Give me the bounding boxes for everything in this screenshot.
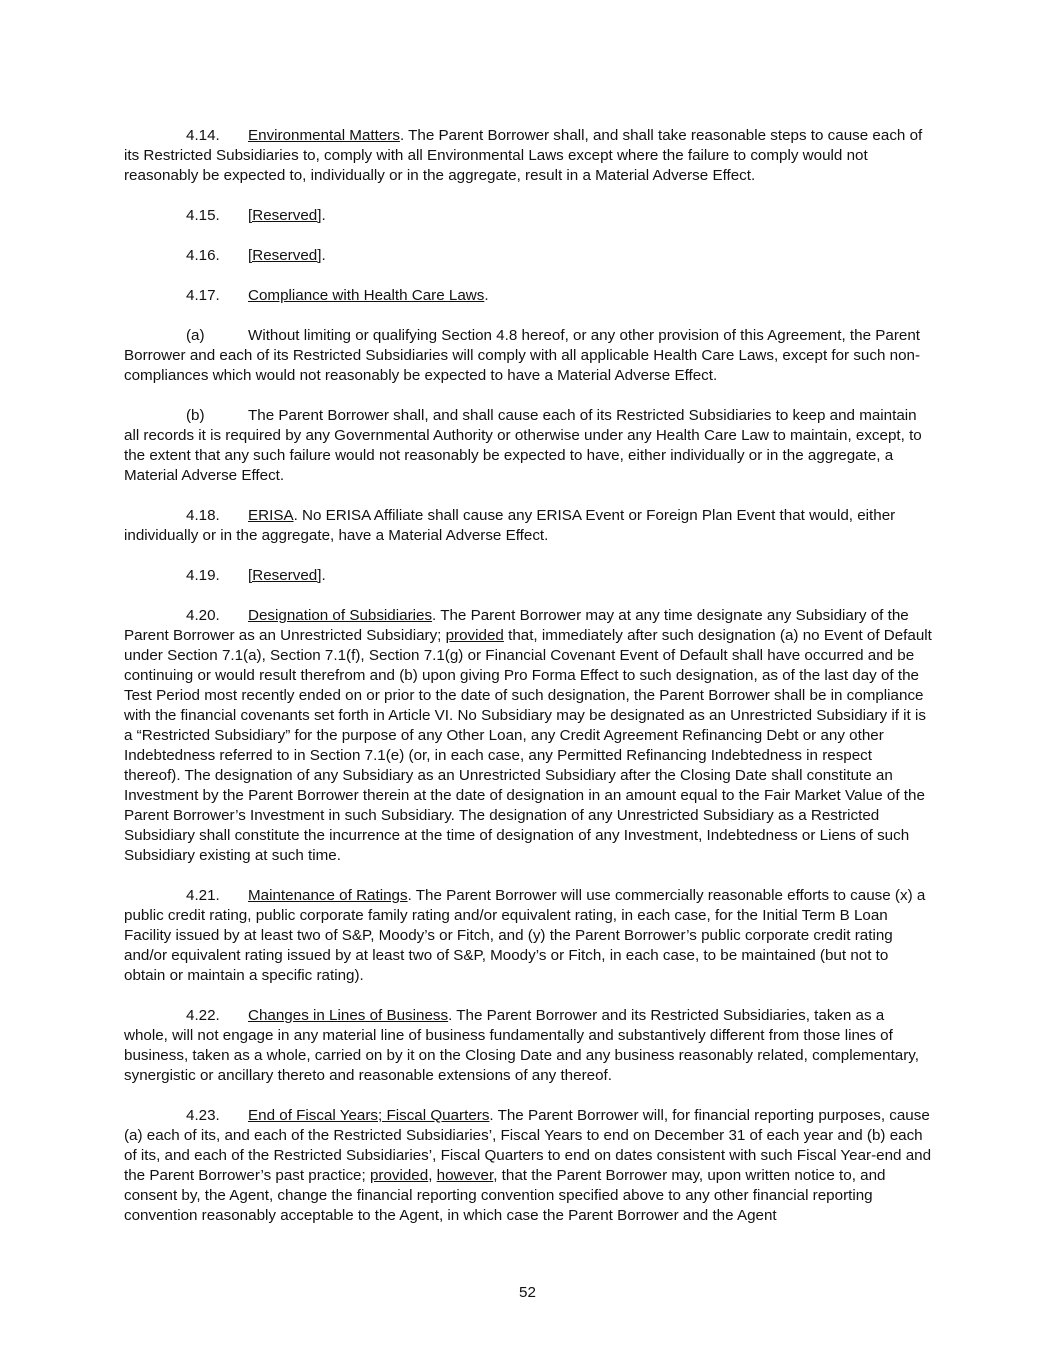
section-number: 4.22. <box>186 1007 220 1024</box>
section-heading: Environmental Matters <box>248 127 400 144</box>
however-term: however <box>436 1167 494 1184</box>
section-4-16 <box>124 246 932 266</box>
document-page <box>124 126 932 1246</box>
section-number: 4.20. <box>186 607 220 624</box>
section-heading: ERISA <box>248 507 294 524</box>
section-4-21 <box>124 886 932 986</box>
section-heading: End of Fiscal Years; Fiscal Quarters <box>248 1107 490 1124</box>
clause-text: Without limiting or qualifying Section 4.8 hereof, or any other provision of this Agreement, the Parent Borrower and each of its Restricted Subsidiaries will comply with all applicable Health Care Laws, except for such non-compliances which would not reasonably be expected to have a Material Adverse Effect. <box>124 327 921 384</box>
section-heading: Changes in Lines of Business <box>248 1007 449 1024</box>
provided-term: provided <box>445 627 504 644</box>
section-number: 4.14. <box>186 127 220 144</box>
section-number: 4.19. <box>186 567 220 584</box>
section-text: . No ERISA Affiliate shall cause any ERISA Event or Foreign Plan Event that would, either individually or in the aggregate, have a Material Adverse Effect. <box>124 507 896 544</box>
section-4-22 <box>124 1006 932 1086</box>
section-heading: [Reserved] <box>248 567 322 584</box>
section-number: 4.17. <box>186 287 220 304</box>
section-number: 4.15. <box>186 207 220 224</box>
section-text: . The Parent Borrower may at any time designate any Subsidiary of the Parent Borrower as an Unrestricted Subsidiary; <box>124 607 909 644</box>
section-number: 4.23. <box>186 1107 220 1124</box>
section-4-17 <box>124 286 932 306</box>
section-4-20 <box>124 606 932 866</box>
section-4-23 <box>124 1106 932 1226</box>
clause-number: (b) <box>186 407 205 424</box>
provided-term: provided <box>369 1167 429 1184</box>
section-number: 4.21. <box>186 887 220 904</box>
clause-number: (a) <box>186 327 205 344</box>
section-heading: Compliance with Health Care Laws <box>248 287 485 304</box>
section-4-15 <box>124 206 932 226</box>
section-number: 4.16. <box>186 247 220 264</box>
section-text: . The Parent Borrower will use commercially reasonable efforts to cause (x) a public credit rating, public corporate family rating and/or equivalent rating, in each case, for the Initial Term B Loan Facility issued by at least two of S&P, Moody’s or Fitch, and (y) the Parent Borrower’s public corporate credit rating and/or equivalent rating issued by at least two of S&P, Moody’s or Fitch, in each case, to be maintained (but not to obtain or maintain a specific rating). <box>124 887 926 984</box>
section-text: . The Parent Borrower and its Restricted Subsidiaries, taken as a whole, will not engage in any material line of business fundamentally and substantively different from those lines of business, taken as a whole, carried on by it on the Closing Date and any business reasonably related, complementary, synergistic or ancillary thereto and reasonable extensions of any thereof. <box>124 1007 919 1084</box>
section-4-18 <box>124 506 932 546</box>
section-4-14 <box>124 126 932 186</box>
section-text: . <box>484 287 489 304</box>
separator: , <box>428 1167 437 1184</box>
page-number: 52 <box>519 1284 536 1301</box>
section-heading: Designation of Subsidiaries <box>248 607 433 624</box>
section-4-17-b <box>124 406 932 486</box>
section-heading: Maintenance of Ratings <box>248 887 408 904</box>
section-text-continued: that, immediately after such designation (a) no Event of Default under Section 7.1(a), Section 7.1(f), Section 7.1(g) or Financial Covenant Event of Default shall have occurred and be continuing or would result therefrom and (b) upon giving Pro Forma Effect to such designation, as of the last day of the Test Period most recently ended on or prior to the date of such designation, the Parent Borrower shall be in compliance with the financial covenants set forth in Article VI. No Subsidiary may be designated as an Unrestricted Subsidiary if it is a “Restricted Subsidiary” for the purpose of any Other Loan, any Credit Agreement Refinancing Debt or any other Indebtedness referred to in Section 7.1(e) (or, in each case, any Permitted Refinancing Indebtedness in respect thereof). The designation of any Subsidiary as an Unrestricted Subsidiary after the Closing Date shall constitute an Investment by the Parent Borrower therein at the date of designation in an amount equal to the Fair Market Value of the Parent Borrower’s Investment in such Subsidiary. The designation of any Unrestricted Subsidiary as a Restricted Subsidiary shall constitute the incurrence at the time of designation of any Investment, Indebtedness or Liens of such Subsidiary existing at such time. <box>124 627 932 864</box>
section-text-continued: , that the Parent Borrower may, upon written notice to, and consent by, the Agent, change the financial reporting convention specified above to any other financial reporting convention reasonably acceptable to the Agent, in which case the Parent Borrower and the Agent <box>124 1167 886 1224</box>
section-text: . <box>321 247 326 264</box>
section-text: . The Parent Borrower shall, and shall take reasonable steps to cause each of its Restricted Subsidiaries to, comply with all Environmental Laws except where the failure to comply would not reasonably be expected to, individually or in the aggregate, result in a Material Adverse Effect. <box>124 127 923 184</box>
section-number: 4.18. <box>186 507 220 524</box>
clause-text: The Parent Borrower shall, and shall cause each of its Restricted Subsidiaries to keep and maintain all records it is required by any Governmental Authority or otherwise under any Health Care Law to maintain, except, to the extent that any such failure would not reasonably be expected to have, either individually or in the aggregate, a Material Adverse Effect. <box>124 407 922 484</box>
section-heading: [Reserved] <box>248 247 322 264</box>
section-4-17-a <box>124 326 932 386</box>
section-text: . <box>321 207 326 224</box>
section-heading: [Reserved] <box>248 207 322 224</box>
section-text: . The Parent Borrower will, for financial reporting purposes, cause (a) each of its, and each of the Restricted Subsidiaries’, Fiscal Years to end on December 31 of each year and (b) each of its, and each of the Restricted Subsidiaries’, Fiscal Quarters to end on dates consistent with such Fiscal Year-end and the Parent Borrower’s past practice; <box>124 1107 932 1184</box>
section-text: . <box>321 567 326 584</box>
section-4-19 <box>124 566 932 586</box>
